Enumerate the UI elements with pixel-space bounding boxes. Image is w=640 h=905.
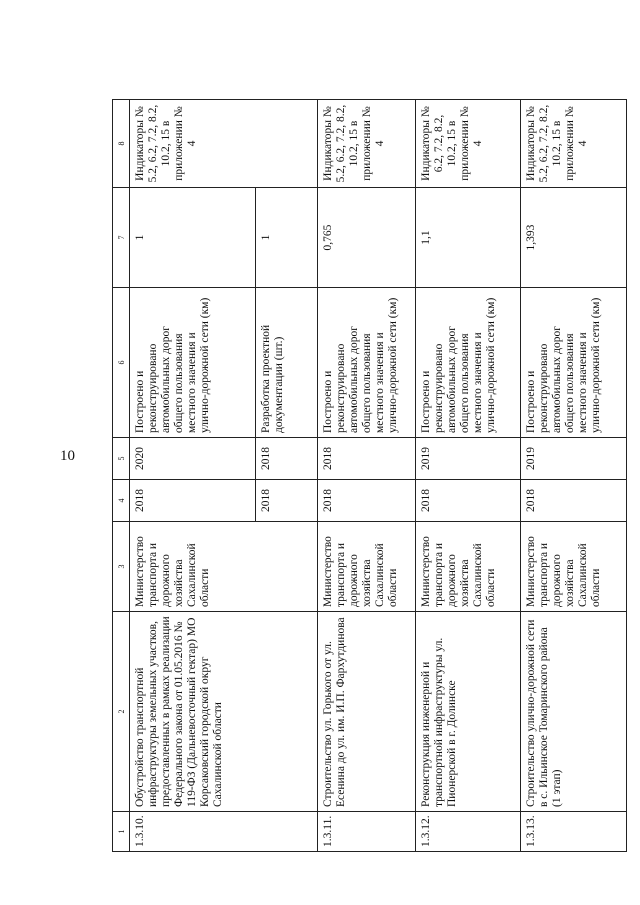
- table-row: [130, 100, 256, 852]
- row-start: 2018: [256, 480, 318, 522]
- row-end: 2018: [318, 438, 416, 480]
- header-row: [113, 100, 130, 852]
- row-result: Построено и реконструировано автомобильных дорог общего пользования местного значения и улично-дорожной сети (км): [318, 288, 416, 438]
- table-row: [416, 100, 521, 852]
- row-value: 0,765: [318, 188, 416, 288]
- row-result: Построено и реконструировано автомобильных дорог общего пользования местного значения и улично-дорожной сети (км): [416, 288, 521, 438]
- row-code: 1.3.11.: [318, 812, 416, 852]
- header-cell: 5: [113, 438, 130, 480]
- table-row: [521, 100, 627, 852]
- row-indicators: Индикаторы № 5.2, 6.2, 7.2, 8.2, 10.2, 15 в приложении № 4: [318, 100, 416, 188]
- row-result: Построено и реконструировано автомобильных дорог общего пользования местного значения и улично-дорожной сети (км): [521, 288, 627, 438]
- row-value: 1: [130, 188, 256, 288]
- row-code: 1.3.10.: [130, 812, 318, 852]
- program-table-wrapper: [112, 100, 602, 852]
- row-start: 2018: [318, 480, 416, 522]
- header-cell: 7: [113, 188, 130, 288]
- row-code: 1.3.12.: [416, 812, 521, 852]
- row-start: 2018: [521, 480, 627, 522]
- row-executor: Министерство транспорта и дорожного хозяйства Сахалинской области: [521, 522, 627, 612]
- row-code: 1.3.13.: [521, 812, 627, 852]
- header-cell: 4: [113, 480, 130, 522]
- row-result: Построено и реконструировано автомобильных дорог общего пользования местного значения и улично-дорожной сети (км): [130, 288, 256, 438]
- row-name: Обустройство транспортной инфраструктуры земельных участков, предоставленных в рамках реализации Федерального закона от 01.05.2016 № 119-ФЗ (Дальневосточный гектар) МО Корсаковский городской округ Сахалинской области: [130, 612, 318, 812]
- header-cell: 6: [113, 288, 130, 438]
- row-name: Строительство улично-дорожной сети в с. Ильинское Томаринского района (1 этап): [521, 612, 627, 812]
- page-number: 10: [60, 448, 75, 464]
- row-start: 2018: [416, 480, 521, 522]
- row-indicators: Индикаторы № 5.2, 6.2, 7.2, 8.2, 10.2, 15 в приложении № 4: [130, 100, 318, 188]
- row-start: 2018: [130, 480, 256, 522]
- row-end: 2019: [521, 438, 627, 480]
- table-row: [318, 100, 416, 852]
- row-executor: Министерство транспорта и дорожного хозяйства Сахалинской области: [416, 522, 521, 612]
- header-cell: 2: [113, 612, 130, 812]
- row-value: 1,1: [416, 188, 521, 288]
- row-end: 2018: [256, 438, 318, 480]
- row-result: Разработка проектной документации (шт.): [256, 288, 318, 438]
- row-name: Реконструкция инженерной и транспортной инфраструктуры ул. Пионерской в г. Долинске: [416, 612, 521, 812]
- row-end: 2019: [416, 438, 521, 480]
- row-executor: Министерство транспорта и дорожного хозяйства Сахалинской области: [130, 522, 318, 612]
- header-cell: 1: [113, 812, 130, 852]
- row-indicators: Индикаторы № 5.2, 6.2, 7.2, 8.2, 10.2, 15 в приложении № 4: [521, 100, 627, 188]
- row-indicators: Индикаторы № 6.2, 7.2, 8.2, 10.2, 15 в приложении № 4: [416, 100, 521, 188]
- row-executor: Министерство транспорта и дорожного хозяйства Сахалинской области: [318, 522, 416, 612]
- header-cell: 8: [113, 100, 130, 188]
- row-end: 2020: [130, 438, 256, 480]
- header-cell: 3: [113, 522, 130, 612]
- row-value: 1,393: [521, 188, 627, 288]
- row-value: 1: [256, 188, 318, 288]
- row-name: Строительство ул. Горького от ул. Есенина до ул. им. И.П. Фархутдинова: [318, 612, 416, 812]
- program-table: [112, 99, 627, 852]
